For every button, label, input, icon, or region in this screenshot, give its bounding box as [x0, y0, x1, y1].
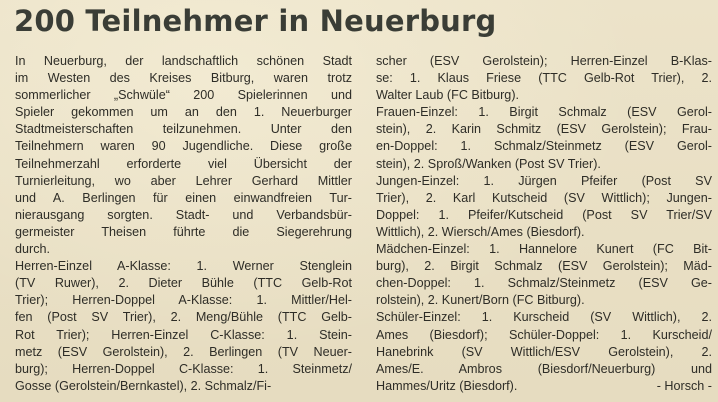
- article-text-line: Hammes/Uritz (Biesdorf).: [376, 378, 518, 393]
- article-text-line: scher (ESV Gerolstein); Herren-Einzel B-Klas-: [376, 54, 712, 68]
- article-text-line: Trier), 2. Karl Kutscheid (SV Wittlich); Jungen-: [376, 190, 712, 205]
- article-text-line: se: 1. Klaus Friese (TTC Gelb-Rot Trier), 2.: [376, 71, 712, 86]
- article-text-line: Hanebrink (SV Wittlich/ESV Gerolstein), 2.: [376, 344, 712, 359]
- article-text-line: en-Doppel: 1. Schmalz/Steinmetz (ESV Gerol-: [376, 139, 712, 154]
- article-text-line: Wittlich), 2. Wiersch/Ames (Biesdorf).: [376, 224, 585, 239]
- article-text-line: durch.: [15, 242, 51, 257]
- article-text-line: stein), 2. Karin Schmitz (ESV Gerolstein); Frau-: [376, 122, 712, 137]
- article-text-line: und A. Berlingen für einen einwandfreien Tur-: [15, 190, 352, 205]
- article-text-line: rolstein), 2. Kunert/Born (FC Bitburg).: [376, 293, 585, 308]
- article-text-line: Teilnehmern waren 90 Jugendliche. Diese große: [15, 139, 352, 154]
- article-text-line: burg); Herren-Doppel C-Klasse: 1. Steinmetz/: [15, 361, 352, 376]
- article-text-line: Ames (Biesdorf); Schüler-Doppel: 1. Kurscheid/: [376, 327, 712, 342]
- article-text-line: In Neuerburg, der landschaftlich schönen Stadt: [15, 54, 352, 68]
- author-byline: - Horsch -: [656, 378, 712, 393]
- article-text-line: im Westen des Kreises Bitburg, waren trotz: [15, 71, 352, 86]
- article-text-line: burg), 2. Birgit Schmalz (ESV Gerolstein); Mäd-: [376, 259, 712, 274]
- article-text-line: Doppel: 1. Pfeifer/Kutscheid (Post SV Trier/SV: [376, 207, 712, 222]
- article-text-line: Stadtmeisterschaften teilzunehmen. Unter den: [15, 122, 352, 137]
- article-text-line: metz (ESV Gerolstein), 2. Berlingen (TV Neuer-: [15, 344, 352, 359]
- article-text-line: Rot Trier); Herren-Einzel C-Klasse: 1. Stein-: [15, 327, 352, 342]
- headline: 200 Teilnehmer in Neuerburg: [14, 4, 497, 38]
- article-text-line: nierausgang sorgten. Stadt- und Verbandsbür-: [15, 207, 352, 222]
- article-text-line: fen (Post SV Trier), 2. Meng/Bühle (TTC Gelb-: [15, 310, 352, 325]
- article-text-line: Herren-Einzel A-Klasse: 1. Werner Stenglein: [15, 259, 352, 274]
- article-text-line: Ames/E. Ambros (Biesdorf/Neuerburg) und: [376, 361, 712, 376]
- article-text-line: chen-Doppel: 1. Schmalz/Steinmetz (ESV Ge-: [376, 276, 712, 291]
- article-text-line: (TV Ruwer), 2. Dieter Bühle (TTC Gelb-Rot: [15, 276, 352, 291]
- article-text-line: germeister Theisen führte die Siegerehrung: [15, 224, 352, 239]
- article-text-line: Turnierleitung, wo aber Lehrer Gerhard Mittler: [15, 173, 352, 188]
- article-text-line: Schüler-Einzel: 1. Kurscheid (SV Wittlich), 2.: [376, 310, 712, 325]
- article-column-left: [15, 53, 352, 395]
- article-text-line: stein), 2. Sproß/Wanken (Post SV Trier).: [376, 156, 601, 171]
- article-column-right: [376, 53, 712, 395]
- article-text-line: Mädchen-Einzel: 1. Hannelore Kunert (FC Bit-: [376, 242, 712, 257]
- article-text-line: Gosse (Gerolstein/Bernkastel), 2. Schmalz/Fi-: [15, 378, 272, 393]
- article-text-line: sommerlicher „Schwüle“ 200 Spielerinnen und: [15, 88, 352, 103]
- article-text-line: Jungen-Einzel: 1. Jürgen Pfeifer (Post SV: [376, 173, 712, 188]
- article-text-line: Teilnehmerzahl erforderte viel Übersicht der: [15, 156, 352, 171]
- article-text-line: Walter Laub (FC Bitburg).: [376, 88, 520, 103]
- article-text-line: Trier); Herren-Doppel A-Klasse: 1. Mittler/Hel-: [15, 293, 352, 308]
- final-line-row: [376, 378, 712, 395]
- article-text-line: Frauen-Einzel: 1. Birgit Schmalz (ESV Gerol-: [376, 105, 712, 120]
- article-text-line: Spieler gekommen um an den 1. Neuerburger: [15, 105, 352, 120]
